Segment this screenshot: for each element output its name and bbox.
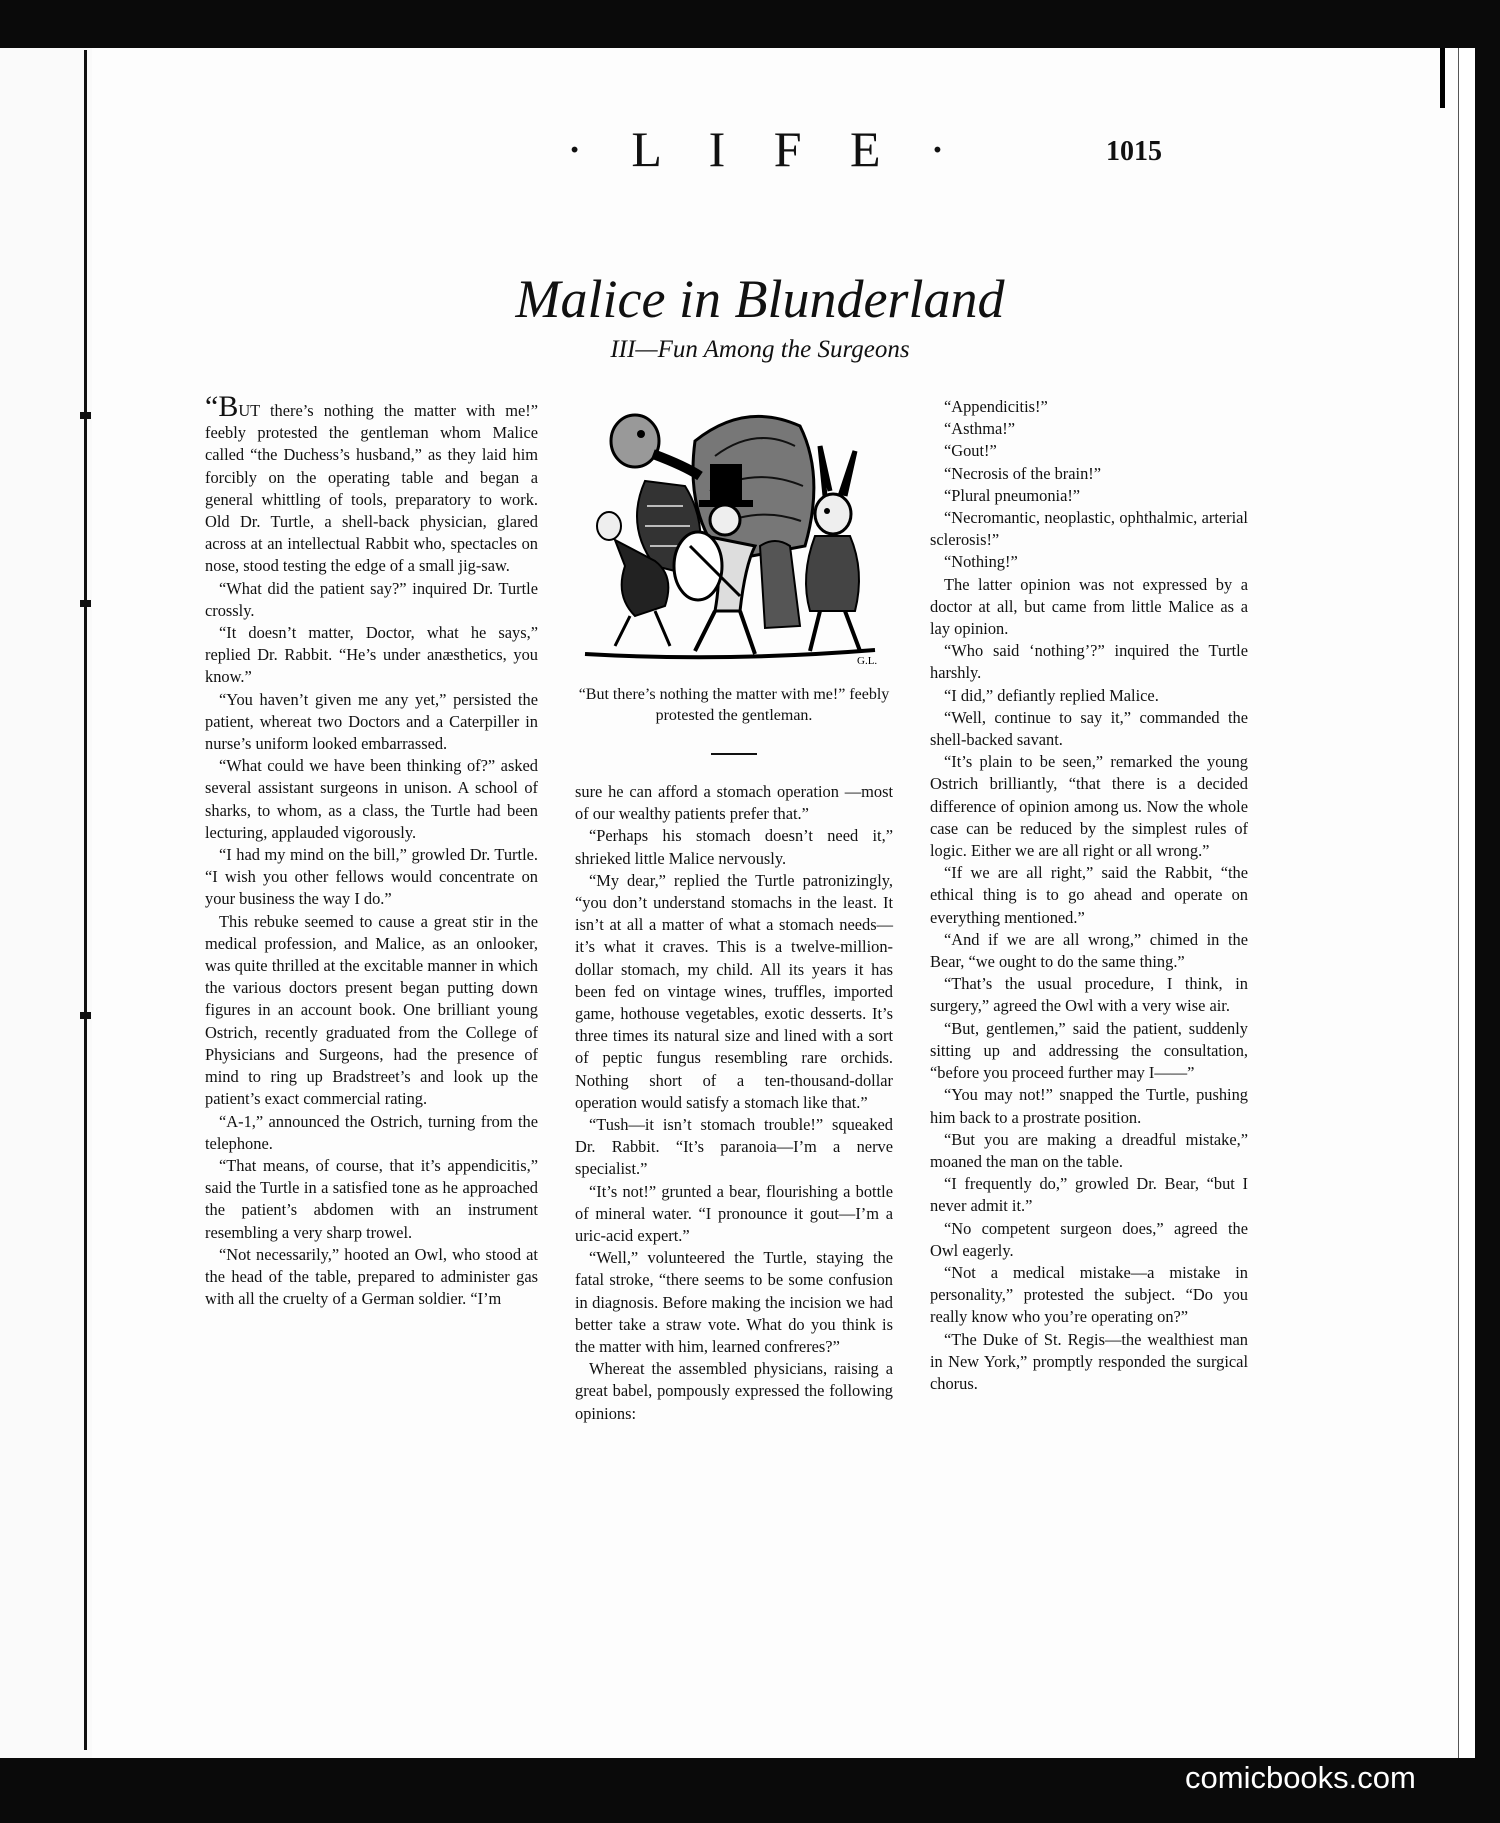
paragraph: “Necrosis of the brain!” (944, 463, 1102, 483)
paragraph: The latter opinion was not expressed by a doctor at all, but came from little Malice as a lay opinion. (930, 574, 1248, 639)
paragraph: “Well,” volunteered the Turtle, staying the fatal stroke, “there seems to be some confusion in diagnosis. Before making the incision we had better take a straw vote. What do you think is the matter with him, learned confreres?” (575, 1248, 893, 1357)
paragraph: “It’s plain to be seen,” remarked the young Ostrich brilliantly, “that there is a decided difference of opinion among us. Now the whole case can be reduced by the simplest rules of logic. Either we are all right or all wrong.” (930, 752, 1248, 861)
paragraph: “I frequently do,” growled Dr. Bear, “but I never admit it.” (930, 1174, 1248, 1216)
paragraph: “You may not!” snapped the Turtle, pushing him back to a prostrate position. (930, 1085, 1248, 1127)
paragraph: “Not a medical mistake—a mistake in personality,” protested the subject. “Do you really know who you’re operating on?” (930, 1262, 1248, 1327)
paragraph: “BUT there’s nothing the matter with me!” feebly protested the gentleman whom Malice called “the Duchess’s husband,” as they laid him forcibly on the operating table and began a general whittling of tools, preparatory to work. Old Dr. Turtle, a shell-back physician, glared across at an intellectual Rabbit who, spectacles on nose, stood testing the edge of a small jig-saw. (205, 390, 538, 576)
paragraph: “And if we are all wrong,” chimed in the Bear, “we ought to do the same thing.” (930, 929, 1248, 972)
paragraph: “Who said ‘nothing’?” inquired the Turtle harshly. (930, 641, 1248, 683)
drop-cap: “B (205, 390, 239, 423)
paragraph: sure he can afford a stomach operation —most of our wealthy patients prefer that.” (575, 782, 893, 824)
paragraph: “Perhaps his stomach doesn’t need it,” shrieked little Malice nervously. (575, 826, 893, 868)
text-column-1 (205, 390, 538, 1310)
paragraph: “No competent surgeon does,” agreed the Owl eagerly. (930, 1218, 1248, 1260)
binding-stitch (80, 1012, 91, 1019)
paragraph: “What could we have been thinking of?” asked several assistant surgeons in unison. A school of sharks, to whom, as a class, the Turtle had been lecturing, applauded vigorously. (205, 756, 538, 842)
divider (711, 753, 757, 755)
paragraph: “Well, continue to say it,” commanded the shell-backed savant. (930, 707, 1248, 750)
paragraph: “A-1,” announced the Ostrich, turning from the telephone. (205, 1111, 538, 1153)
paragraph: “Nothing!” (944, 552, 1018, 572)
illustration (575, 396, 893, 668)
paragraph: “You haven’t given me any yet,” persisted the patient, whereat two Doctors and a Caterpiller in nurse’s uniform looked embarrassed. (205, 689, 538, 754)
site-watermark: comicbooks.com (1185, 1760, 1416, 1795)
paragraph: Whereat the assembled physicians, raising a great babel, pompously expressed the following opinions: (575, 1359, 893, 1423)
text-column-3 (930, 396, 1248, 1395)
paragraph: “It doesn’t matter, Doctor, what he says,” replied Dr. Rabbit. “He’s under anæsthetics, you know.” (205, 623, 538, 687)
text-column-2 (575, 396, 893, 1425)
paragraph: This rebuke seemed to cause a great stir in the medical profession, and Malice, as an onlooker, was quite thrilled at the excitable manner in which the various doctors present began putting down figures in an account book. One brilliant young Ostrich, recently graduated from the College of Physicians and Surgeons, had the presence of mind to ring up Bradstreet’s and look up the patient’s exact commercial rating. (205, 911, 538, 1109)
binding-edge (84, 50, 87, 1750)
paragraph: “I had my mind on the bill,” growled Dr. Turtle. “I wish you other fellows would concentrate on your business the way I do.” (205, 845, 538, 909)
paragraph: “That means, of course, that it’s appendicitis,” said the Turtle in a satisfied tone as he approached the patient’s abdomen with an instrument resembling a very sharp trowel. (205, 1155, 538, 1242)
paragraph: “Gout!” (944, 441, 997, 461)
page-edge (1458, 48, 1475, 1758)
page-number: 1015 (1106, 136, 1162, 167)
paragraph: “Plural pneumonia!” (944, 485, 1081, 505)
paragraph: “But you are making a dreadful mistake,” moaned the man on the table. (930, 1129, 1248, 1171)
binding-gutter (0, 48, 92, 1758)
article-subtitle: III—Fun Among the Surgeons (610, 336, 910, 363)
paragraph: “Asthma!” (944, 419, 1015, 439)
binding-stitch (80, 600, 91, 607)
paragraph: “It’s not!” grunted a bear, flourishing a bottle of mineral water. “I pronounce it gout—I’m a uric-acid expert.” (575, 1181, 893, 1246)
paragraph: “Necromantic, neoplastic, ophthalmic, arterial sclerosis!” (930, 508, 1248, 550)
paragraph: “My dear,” replied the Turtle patronizingly, “you don’t understand stomachs in the least. It isn’t at all a matter of what a stomach needs—it’s what it craves. This is a twelve-million-dollar stomach, my child. All its years it has been fed on vintage wines, truffles, imported game, hothouse vegetables, exotic desserts. It’s three times its natural size and lined with a sort of peptic fungus resembling rare orchids. Nothing short of a ten-thousand-dollar operation would satisfy a stomach like that.” (575, 870, 893, 1112)
scan-mark (1440, 48, 1445, 108)
binding-stitch (80, 412, 91, 419)
masthead: · L I F E · (566, 121, 964, 177)
paragraph: “The Duke of St. Regis—the wealthiest man in New York,” promptly responded the surgical chorus. (930, 1329, 1248, 1393)
paragraph: “Tush—it isn’t stomach trouble!” squeaked Dr. Rabbit. “It’s paranoia—I’m a nerve specialist.” (575, 1115, 893, 1179)
paragraph: “Appendicitis!” (944, 397, 1048, 416)
article-title: Malice in Blunderland (515, 269, 1005, 329)
paragraph: “I did,” defiantly replied Malice. (944, 685, 1159, 705)
paragraph: “But, gentlemen,” said the patient, suddenly sitting up and addressing the consultation, “before you proceed further may I——” (930, 1018, 1248, 1083)
illustrator-signature: G.L. (857, 655, 878, 667)
paragraph: “What did the patient say?” inquired Dr. Turtle crossly. (205, 578, 538, 620)
illustration-caption: “But there’s nothing the matter with me!” feebly protested the gentleman. (578, 686, 890, 724)
paragraph: “Not necessarily,” hooted an Owl, who stood at the head of the table, prepared to administer gas with all the cruelty of a German soldier. “I’m (205, 1244, 538, 1309)
paragraph: “That’s the usual procedure, I think, in surgery,” agreed the Owl with a very wise air. (930, 974, 1248, 1016)
paragraph: “If we are all right,” said the Rabbit, “the ethical thing is to go ahead and operate on everything mentioned.” (930, 863, 1248, 927)
